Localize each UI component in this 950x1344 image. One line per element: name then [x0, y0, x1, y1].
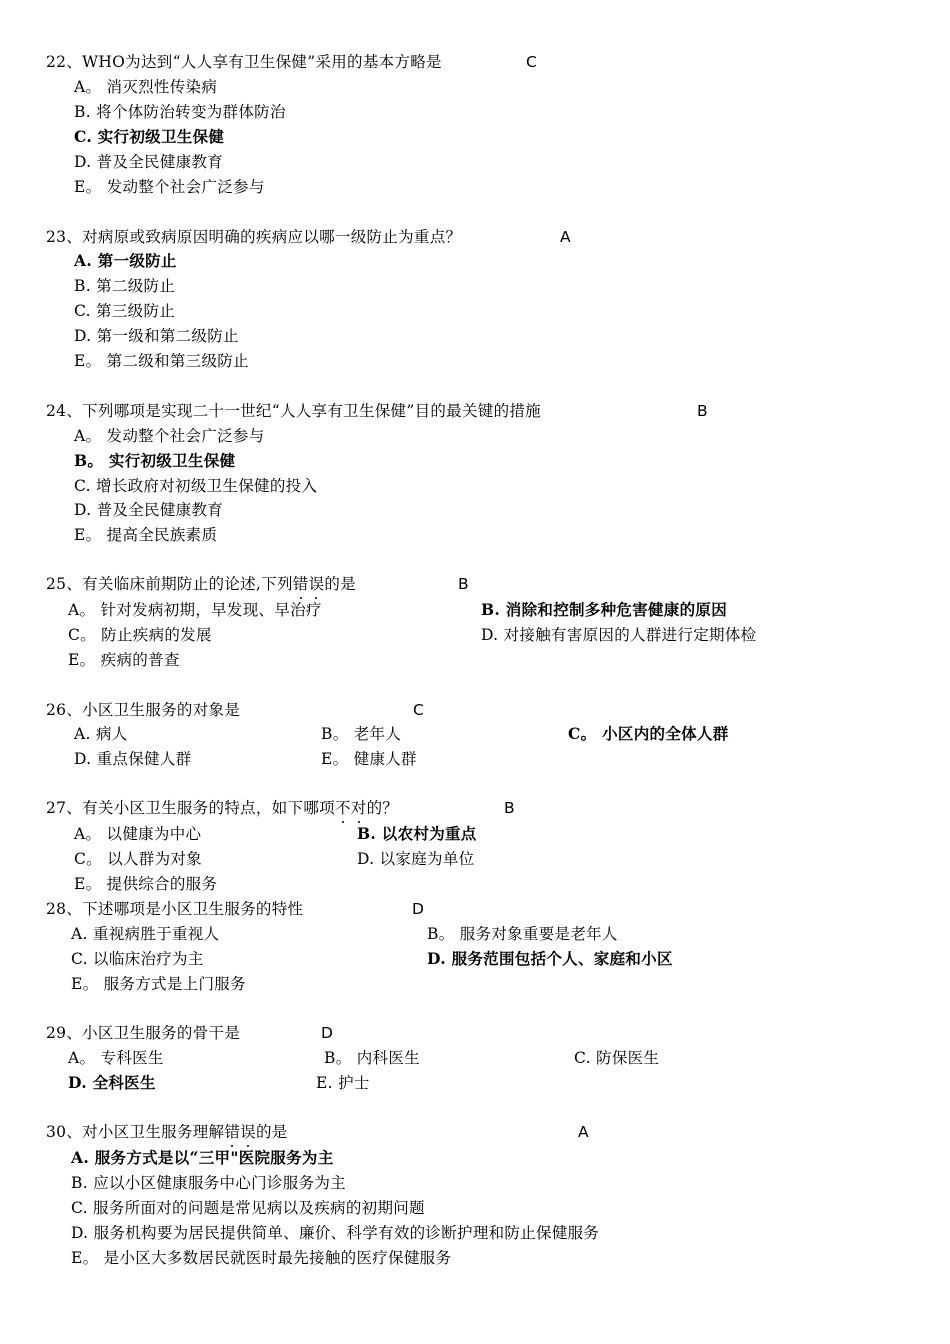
question-28-option-e: E。 服务方式是上门服务	[71, 975, 246, 993]
question-30-option-e: E。 是小区大多数居民就医时最先接触的医疗保健服务	[71, 1249, 452, 1267]
question-27-option-c: C。 以人群为对象	[74, 850, 202, 868]
question-27-option-e: E。 提供综合的服务	[74, 875, 218, 893]
question-26-answer: C	[413, 701, 424, 719]
question-29-option-a: A。 专科医生	[68, 1049, 164, 1067]
question-30-option-c: C. 服务所面对的问题是常见病以及疾病的初期问题	[71, 1199, 425, 1217]
question-24-stem: 24、下列哪项是实现二十一世纪“人人享有卫生保健”目的最关键的措施	[46, 402, 541, 420]
question-24-answer: B	[697, 402, 708, 420]
question-24-option-a: A。 发动整个社会广泛参与	[74, 427, 265, 445]
question-30-stem: 30、对小区卫生服务理解错误的是	[46, 1123, 288, 1141]
question-23-option-d: D. 第一级和第二级防止	[74, 327, 239, 345]
question-22-option-c: C. 实行初级卫生保健	[74, 127, 225, 146]
question-28-option-a: A. 重视病胜于重视人	[71, 925, 220, 943]
question-27-option-a: A。 以健康为中心	[74, 825, 202, 843]
question-26-option-b: B。 老年人	[321, 725, 402, 743]
question-26-option-c: C。 小区内的全体人群	[568, 724, 729, 743]
question-29-answer: D	[321, 1024, 333, 1042]
question-29-stem: 29、小区卫生服务的骨干是	[46, 1024, 241, 1042]
question-29-option-e: E. 护士	[316, 1074, 370, 1092]
question-22-answer: C	[526, 53, 537, 71]
question-25-option-b: B. 消除和控制多种危害健康的原因	[481, 600, 727, 619]
question-26-option-d: D. 重点保健人群	[74, 750, 192, 768]
question-24-option-b: B。 实行初级卫生保健	[74, 451, 236, 470]
question-28-option-c: C. 以临床治疗为主	[71, 950, 204, 968]
question-29-option-c: C. 防保医生	[574, 1049, 660, 1067]
question-24-option-c: C. 增长政府对初级卫生保健的投入	[74, 477, 318, 495]
question-25-option-a: A。 针对发病初期，早发现、早治疗	[68, 601, 322, 619]
question-22-option-b: B. 将个体防治转变为群体防治	[74, 103, 286, 121]
question-29-option-b: B。 内科医生	[324, 1049, 420, 1067]
question-23-option-a: A. 第一级防止	[74, 251, 177, 270]
question-26-option-a: A. 病人	[74, 725, 128, 743]
question-28-answer: D	[412, 900, 424, 918]
question-22-stem: 22、WHO为达到“人人享有卫生保健”采用的基本方略是	[46, 53, 442, 71]
question-28-stem: 28、下述哪项是小区卫生服务的特性	[46, 900, 304, 918]
question-25-option-e: E。 疾病的普查	[68, 651, 180, 669]
question-24-option-d: D. 普及全民健康教育	[74, 501, 224, 519]
question-29-option-d: D. 全科医生	[68, 1073, 156, 1092]
question-22-option-a: A。 消灭烈性传染病	[74, 78, 218, 96]
question-22-option-d: D. 普及全民健康教育	[74, 153, 224, 171]
question-23-option-c: C. 第三级防止	[74, 302, 176, 320]
question-23-option-e: E。 第二级和第三级防止	[74, 352, 249, 370]
question-23-answer: A	[560, 228, 571, 246]
question-26-stem: 26、小区卫生服务的对象是	[46, 701, 241, 719]
question-27-option-b: B. 以农村为重点	[357, 824, 477, 843]
question-25-answer: B	[458, 575, 469, 593]
question-25-option-c: C。 防止疾病的发展	[68, 626, 212, 644]
question-30-option-a: A. 服务方式是以“三甲"医院服务为主	[71, 1148, 334, 1167]
question-25-stem: 25、有关临床前期防止的论述,下列错误的是	[46, 575, 356, 593]
question-24-option-e: E。 提高全民族素质	[74, 526, 218, 544]
question-25-option-d: D. 对接触有害原因的人群进行定期体检	[481, 626, 757, 644]
question-27-option-d: D. 以家庭为单位	[357, 850, 475, 868]
question-30-option-b: B. 应以小区健康服务中心门诊服务为主	[71, 1174, 346, 1192]
question-23-option-b: B. 第二级防止	[74, 277, 176, 295]
question-27-answer: B	[504, 799, 515, 817]
question-28-option-b: B。 服务对象重要是老年人	[427, 925, 618, 943]
question-22-option-e: E。 发动整个社会广泛参与	[74, 178, 265, 196]
question-23-stem: 23、对病原或致病原因明确的疾病应以哪一级防止为重点？	[46, 228, 462, 246]
question-28-option-d: D. 服务范围包括个人、家庭和小区	[427, 949, 673, 968]
question-30-answer: A	[578, 1123, 589, 1141]
question-27-stem: 27、有关小区卫生服务的特点，如下哪项不对的？	[46, 799, 399, 817]
question-30-option-d: D. 服务机构要为居民提供简单、廉价、科学有效的诊断护理和防止保健服务	[71, 1224, 600, 1242]
question-26-option-e: E。 健康人群	[321, 750, 417, 768]
